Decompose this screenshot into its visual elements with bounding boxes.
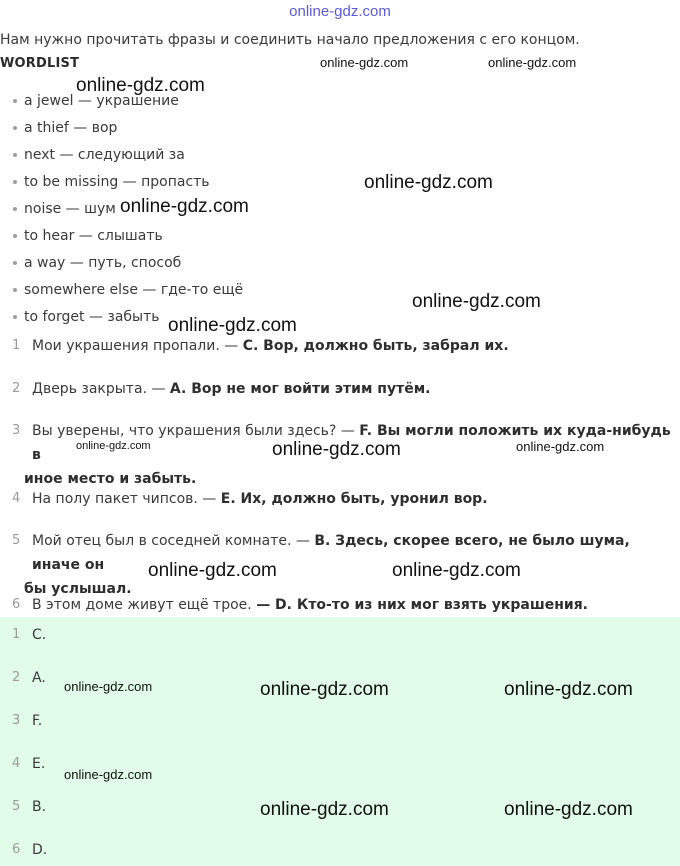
short-answer-letter: B. — [32, 799, 47, 815]
wordlist-heading: WORDLIST — [0, 56, 80, 71]
bullet-icon — [13, 234, 17, 238]
answer-number: 3 — [12, 713, 21, 728]
answer-start: Мой отец был в соседней комнате. — — [32, 533, 310, 549]
answer-end: E. Их, должно быть, уронил вор. — [220, 491, 488, 507]
watermark: online-gdz.com — [168, 315, 297, 336]
short-answer-letter: F. — [32, 713, 43, 729]
answer-end: F. Вы могли положить их куда-нибудь в — [32, 423, 671, 463]
site-header-watermark: online-gdz.com — [289, 3, 391, 20]
watermark: online-gdz.com — [260, 679, 389, 700]
watermark: online-gdz.com — [488, 55, 577, 70]
watermark: online-gdz.com — [320, 55, 409, 70]
bullet-icon — [13, 288, 17, 292]
answer-end-continued: иное место и забыть. — [24, 471, 197, 487]
wordlist-item: to forget — забыть — [0, 306, 400, 333]
task-instruction: Нам нужно прочитать фразы и соединить начало предложения с его концом. — [0, 32, 580, 48]
short-answers-panel — [0, 617, 680, 866]
answer-item — [0, 529, 680, 597]
answer-number: 4 — [12, 756, 21, 771]
bullet-icon — [13, 261, 17, 265]
watermark: online-gdz.com — [64, 767, 153, 782]
answer-end: B. Здесь, скорее всего, не было шума, иначе он — [32, 533, 630, 573]
wordlist-item: a way — путь, способ — [0, 252, 400, 279]
answer-end: A. Вор не мог войти этим путём. — [169, 381, 431, 397]
answer-number: 5 — [12, 799, 21, 814]
watermark: online-gdz.com — [272, 439, 401, 460]
bullet-icon — [13, 315, 17, 319]
answer-start: В этом доме живут ещё трое. — [32, 597, 252, 613]
answer-number: 5 — [12, 533, 21, 548]
watermark: online-gdz.com — [504, 679, 633, 700]
answer-item — [0, 334, 680, 377]
wordlist-item: a jewel — украшение — [0, 90, 400, 117]
answer-start: Вы уверены, что украшения были здесь? — — [32, 423, 355, 439]
short-answer-row — [0, 838, 680, 862]
short-answer-letter: E. — [32, 756, 46, 772]
watermark: online-gdz.com — [392, 560, 521, 581]
wordlist-item: to hear — слышать — [0, 225, 400, 252]
watermark: online-gdz.com — [64, 679, 153, 694]
bullet-icon — [13, 99, 17, 103]
bullet-icon — [13, 207, 17, 211]
watermark: online-gdz.com — [148, 560, 277, 581]
watermark: online-gdz.com — [364, 172, 493, 193]
watermark: online-gdz.com — [76, 75, 205, 96]
answer-number: 2 — [12, 381, 21, 396]
short-answer-row — [0, 709, 680, 733]
short-answer-letter: D. — [32, 842, 48, 858]
watermark: online-gdz.com — [504, 799, 633, 820]
short-answer-letter: C. — [32, 627, 47, 643]
watermark: online-gdz.com — [120, 196, 249, 217]
answer-start: Мои украшения пропали. — — [32, 338, 239, 354]
bullet-icon — [13, 153, 17, 157]
wordlist-item: to be missing — пропасть — [0, 171, 400, 198]
wordlist-item: somewhere else — где-то ещё — [0, 279, 400, 306]
answer-start: Дверь закрыта. — — [32, 381, 166, 397]
answer-number: 6 — [12, 597, 21, 612]
watermark: online-gdz.com — [76, 440, 151, 452]
watermark: online-gdz.com — [260, 799, 389, 820]
answer-number: 4 — [12, 491, 21, 506]
answer-number: 2 — [12, 670, 21, 685]
answer-number: 3 — [12, 423, 21, 438]
answer-end: — D. Кто-то из них мог взять украшения. — [256, 597, 588, 613]
answer-end: C. Вор, должно быть, забрал их. — [242, 338, 509, 354]
short-answer-row — [0, 623, 680, 647]
short-answer-letter: A. — [32, 670, 46, 686]
matched-sentences — [0, 334, 680, 623]
answer-item — [0, 487, 680, 529]
answer-number: 1 — [12, 338, 21, 353]
watermark: online-gdz.com — [516, 439, 605, 454]
wordlist-item: a thief — вор — [0, 117, 400, 144]
answer-number: 6 — [12, 842, 21, 857]
bullet-icon — [13, 180, 17, 184]
answer-end-continued: бы услышал. — [24, 581, 132, 597]
wordlist-item: noise — шум — [0, 198, 400, 225]
watermark: online-gdz.com — [412, 291, 541, 312]
bullet-icon — [13, 126, 17, 130]
wordlist-item: next — следующий за — [0, 144, 400, 171]
answer-number: 1 — [12, 627, 21, 642]
answer-start: На полу пакет чипсов. — — [32, 491, 217, 507]
answer-item — [0, 377, 680, 419]
